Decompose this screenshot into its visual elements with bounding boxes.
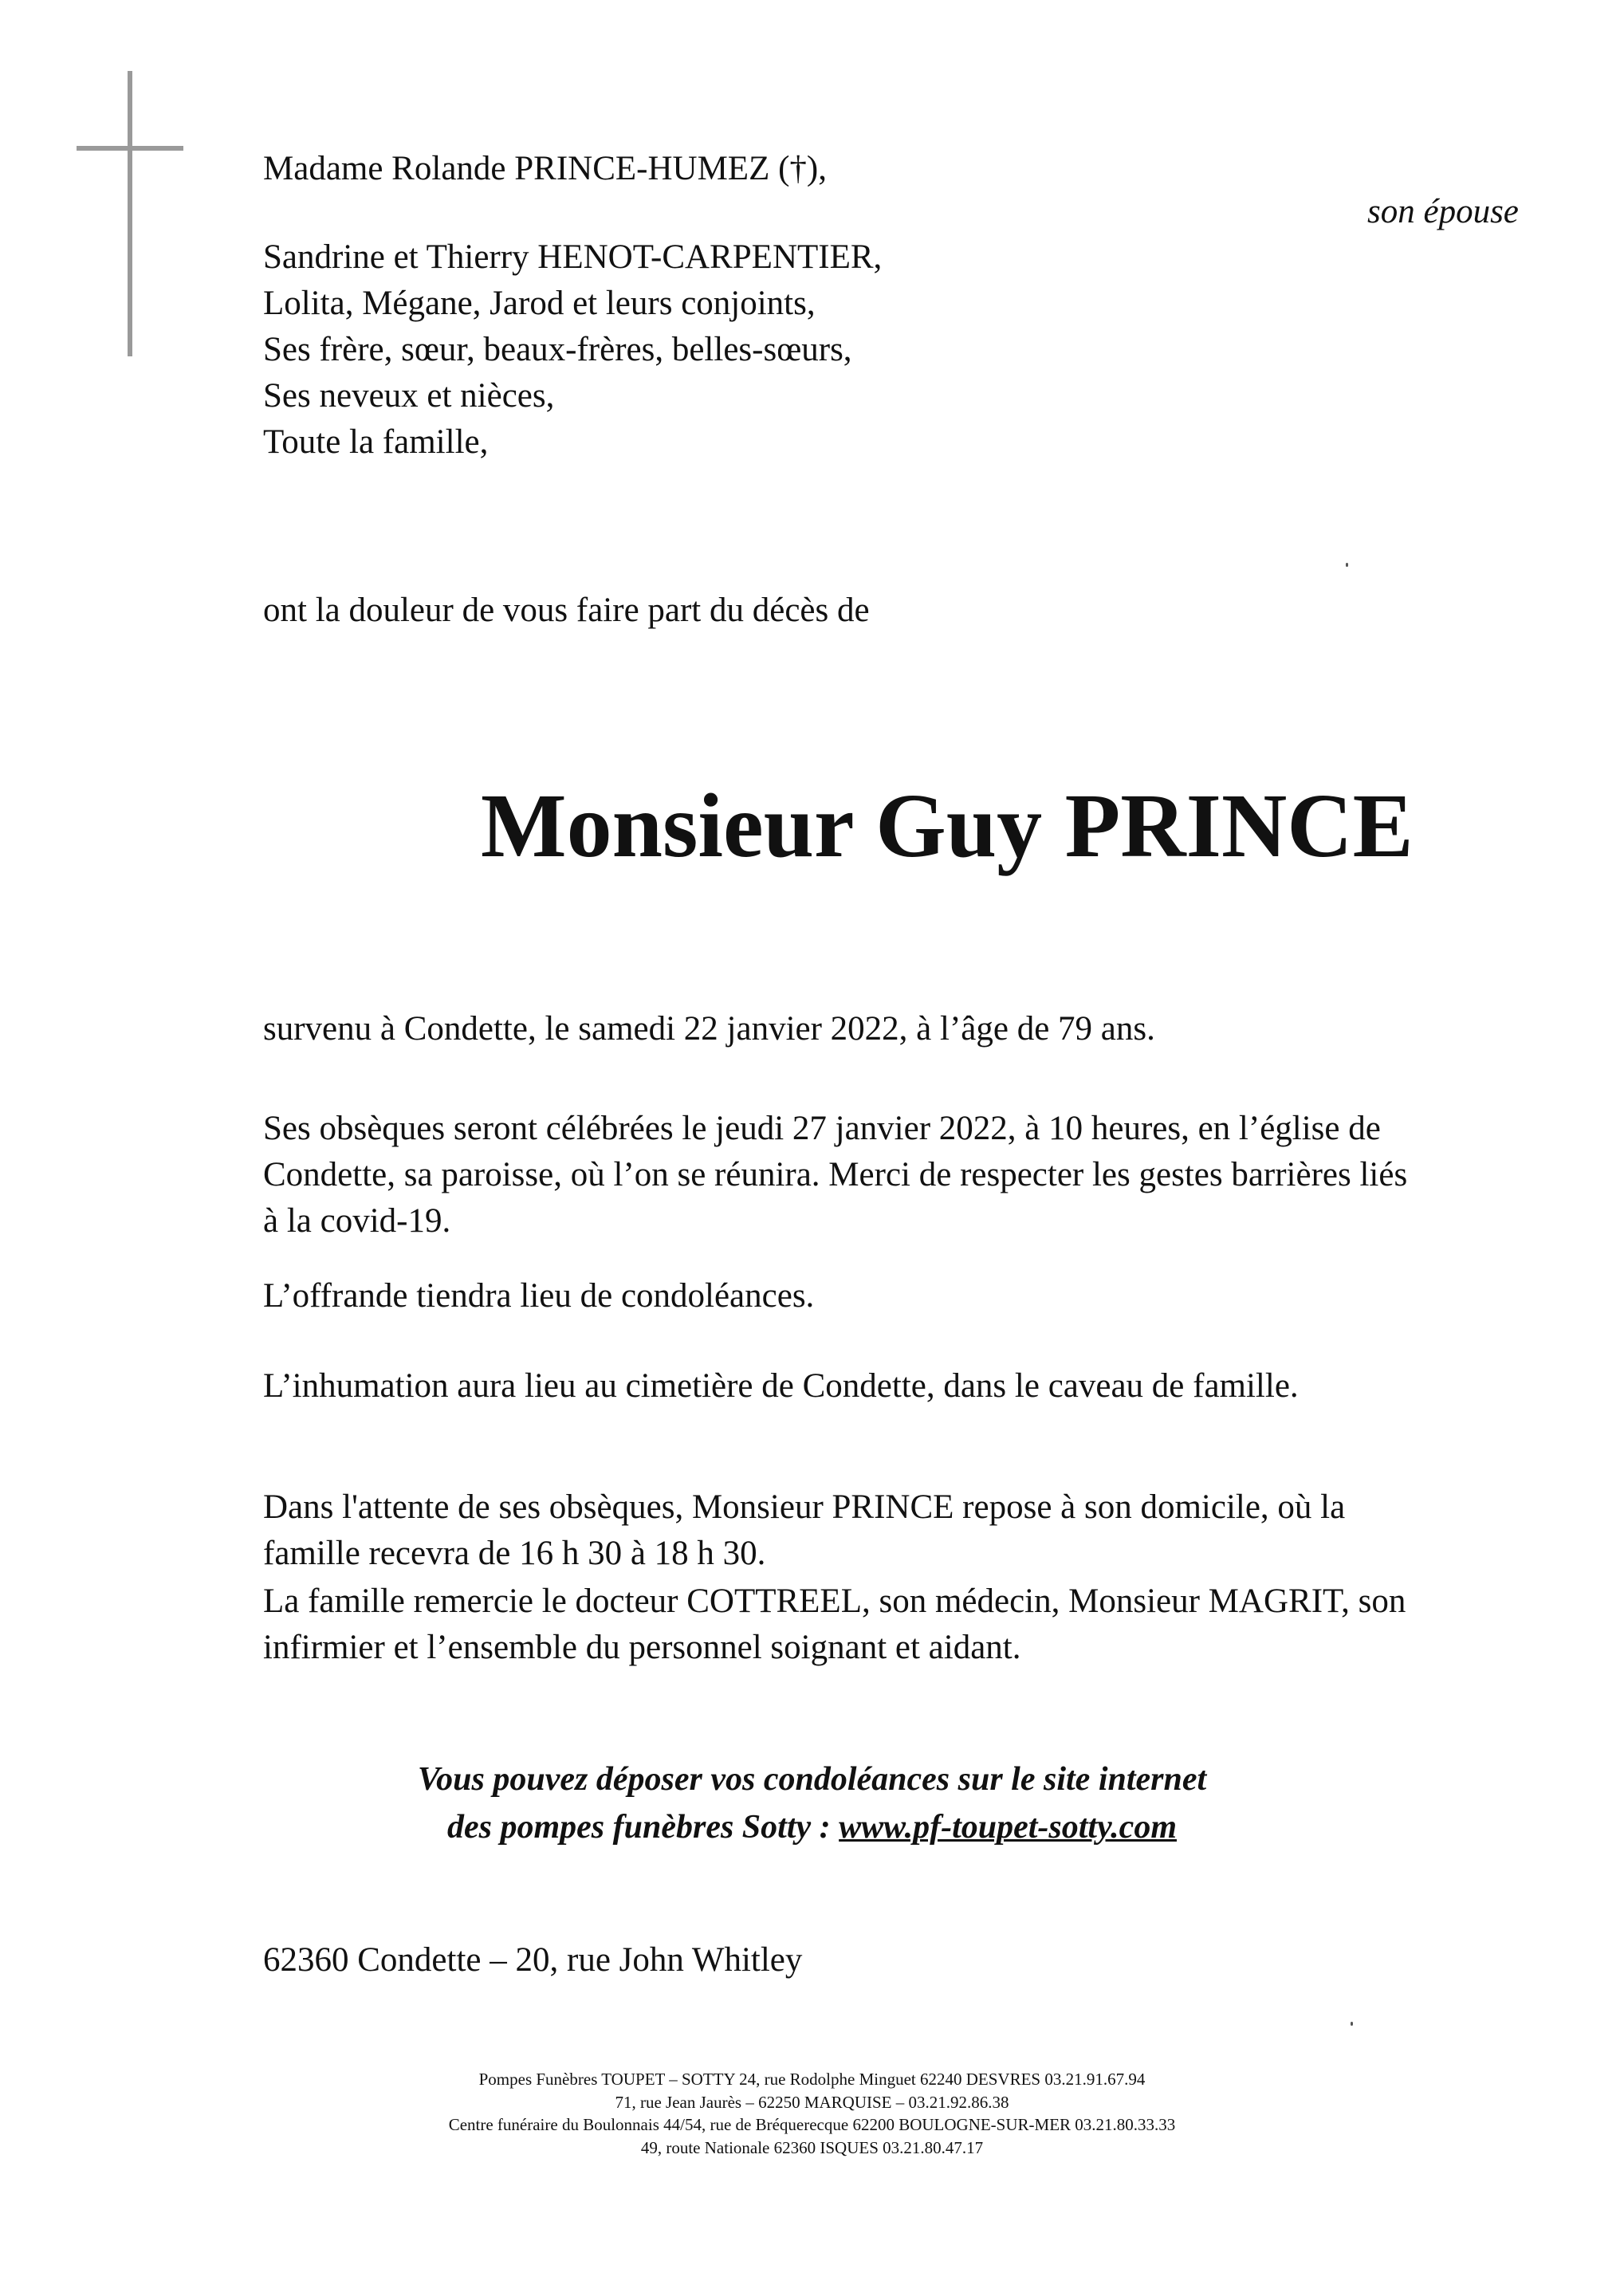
death-paragraph: survenu à Condette, le samedi 22 janvier 2022, à l’âge de 79 ans. (263, 1010, 1155, 1048)
condolences-line-1: Vous pouvez déposer vos condoléances sur le site internet (417, 1761, 1207, 1798)
footer-line: Pompes Funèbres TOUPET – SOTTY 24, rue Rodolphe Minguet 62240 DESVRES 03.21.91.67.94 (478, 2070, 1146, 2089)
family-member: Lolita, Mégane, Jarod et leurs conjoints, (263, 285, 816, 322)
funeral-line: à la covid-19. (263, 1202, 451, 1240)
family-member: Ses neveux et nièces, (263, 377, 555, 415)
funeral-line: Condette, sa paroisse, où l’on se réunira. Merci de respecter les gestes barrières liés (263, 1156, 1408, 1193)
burial-paragraph: L’inhumation aura lieu au cimetière de Condette, dans le caveau de famille. (263, 1367, 1299, 1405)
footer-line: Centre funéraire du Boulonnais 44/54, rue de Bréquerecque 62200 BOULOGNE-SUR-MER 03.21.80.33.33 (448, 2115, 1176, 2134)
footer-line: 49, route Nationale 62360 ISQUES 03.21.80.47.17 (640, 2137, 984, 2157)
cross-horizontal-bar (77, 146, 183, 151)
thanks-line: La famille remercie le docteur COTTREEL, son médecin, Monsieur MAGRIT, son (263, 1582, 1406, 1620)
condolences-line-2 (0, 1803, 1624, 1851)
spouse-line: Madame Rolande PRINCE-HUMEZ (†), (263, 150, 827, 187)
funeral-line: Ses obsèques seront célébrées le jeudi 27 janvier 2022, à 10 heures, en l’église de (263, 1110, 1381, 1147)
website-link[interactable]: www.pf-toupet-sotty.com (839, 1809, 1177, 1846)
thanks-line: infirmier et l’ensemble du personnel soignant et aidant. (263, 1629, 1021, 1666)
wake-line: Dans l'attente de ses obsèques, Monsieur PRINCE repose à son domicile, où la (263, 1488, 1346, 1526)
home-address: 62360 Condette – 20, rue John Whitley (263, 1941, 803, 1979)
family-member: Ses frère, sœur, beaux-frères, belles-sœurs, (263, 331, 852, 368)
footer-line: 71, rue Jean Jaurès – 62250 MARQUISE – 03.21.92.86.38 (615, 2092, 1009, 2112)
deceased-name: Monsieur Guy PRINCE (481, 775, 1414, 876)
family-member: Sandrine et Thierry HENOT-CARPENTIER, (263, 238, 883, 276)
cross-vertical-bar (128, 71, 132, 356)
condolences-prefix: des pompes funèbres Sotty : (446, 1809, 840, 1846)
scan-speck (1351, 2022, 1353, 2026)
family-member: Toute la famille, (263, 423, 489, 461)
offering-paragraph: L’offrande tiendra lieu de condoléances. (263, 1277, 815, 1315)
scan-speck (1346, 563, 1348, 567)
spouse-relation: son épouse (1367, 193, 1519, 230)
funeral-home-footer (0, 2068, 1624, 2159)
announcement: ont la douleur de vous faire part du décès de (263, 592, 870, 629)
wake-line: famille recevra de 16 h 30 à 18 h 30. (263, 1535, 766, 1572)
condolences-block (0, 1755, 1624, 1851)
